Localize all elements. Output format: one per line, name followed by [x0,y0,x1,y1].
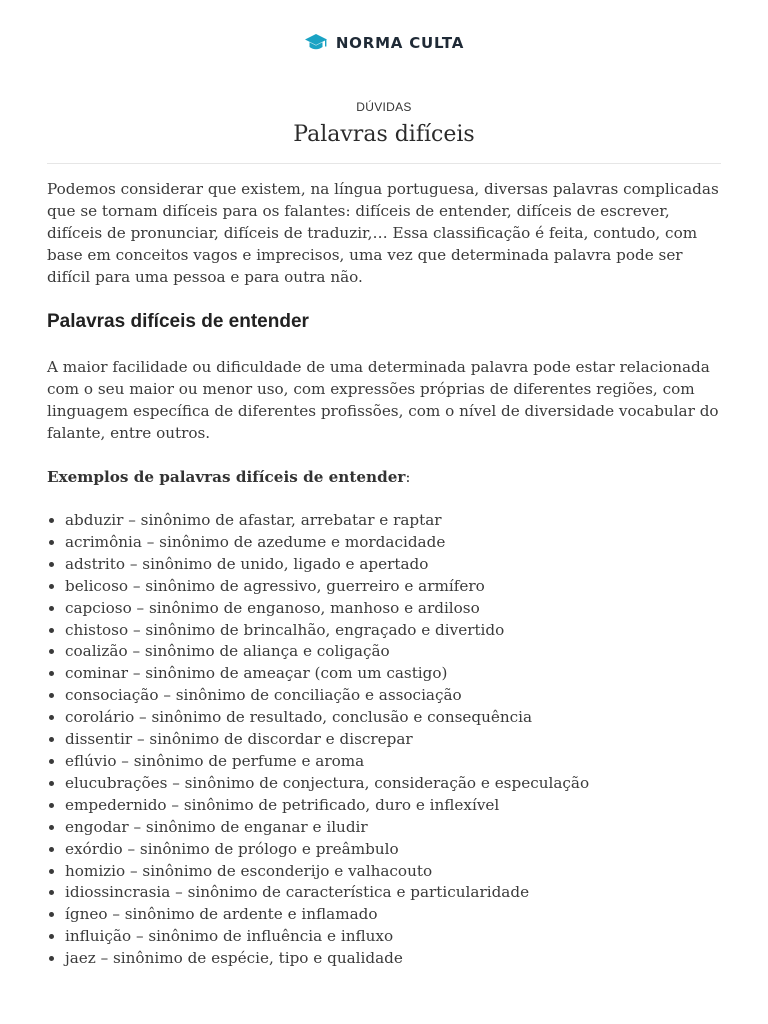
list-item: • influição – sinônimo de influência e influxo [65,926,721,948]
list-item: • cominar – sinônimo de ameaçar (com um castigo) [65,663,721,685]
list-item: • abduzir – sinônimo de afastar, arrebatar e raptar [65,510,721,532]
list-item: • elucubrações – sinônimo de conjectura, consideração e especulação [65,773,721,795]
list-item: • dissentir – sinônimo de discordar e discrepar [65,729,721,751]
list-item: • homizio – sinônimo de esconderijo e valhacouto [65,861,721,883]
section-paragraph: A maior facilidade ou dificuldade de uma determinada palavra pode estar relacionada com o seu maior ou menor uso, com expressões próprias de diferentes regiões, com linguagem específica de diferentes profissões, com o nível de diversidade vocabular do falante, entre outros. [47,358,719,442]
list-item: • idiossincrasia – sinônimo de característica e particularidade [65,882,721,904]
list-item: • jaez – sinônimo de espécie, tipo e qualidade [65,948,721,970]
list-item: • consociação – sinônimo de conciliação e associação [65,685,721,707]
list-item: • chistoso – sinônimo de brincalhão, engraçado e divertido [65,620,721,642]
site-header [0,0,768,92]
list-item: • engodar – sinônimo de enganar e iludir [65,817,721,839]
list-item: • exórdio – sinônimo de prólogo e preâmbulo [65,839,721,861]
list-item: • corolário – sinônimo de resultado, conclusão e consequência [65,707,721,729]
examples-heading-text: Exemplos de palavras difíceis de entender [47,468,406,486]
examples-list [47,510,721,970]
graduation-cap-icon [304,33,328,53]
list-item: • ígneo – sinônimo de ardente e inflamado [65,904,721,926]
article-body [0,178,768,970]
list-item: • acrimônia – sinônimo de azedume e mordacidade [65,532,721,554]
site-logo-text: NORMA CULTA [335,34,465,52]
list-item: • belicoso – sinônimo de agressivo, guerreiro e armífero [65,576,721,598]
list-item: • eflúvio – sinônimo de perfume e aroma [65,751,721,773]
list-item: • coalizão – sinônimo de aliança e coligação [65,641,721,663]
page-title: Palavras difíceis [293,122,475,147]
site-logo[interactable] [304,33,464,53]
examples-heading-colon: : [405,468,411,486]
examples-heading [47,466,721,488]
article-category[interactable]: DÚVIDAS [356,100,412,114]
list-item: • adstrito – sinônimo de unido, ligado e apertado [65,554,721,576]
intro-paragraph: Podemos considerar que existem, na língua portuguesa, diversas palavras complicadas que se tornam difíceis para os falantes: difíceis de entender, difíceis de escrever, difíceis de pronunciar, difíceis de traduzir,… Essa classificação é feita, contudo, com base em conceitos vagos e imprecisos, uma vez que determinada palavra pode ser difícil para uma pessoa e para outra não. [47,180,719,286]
list-item: • empedernido – sinônimo de petrificado, duro e inflexível [65,795,721,817]
title-divider [47,163,721,164]
list-item: • capcioso – sinônimo de enganoso, manhoso e ardiloso [65,598,721,620]
section-heading: Palavras difíceis de entender [47,311,309,332]
